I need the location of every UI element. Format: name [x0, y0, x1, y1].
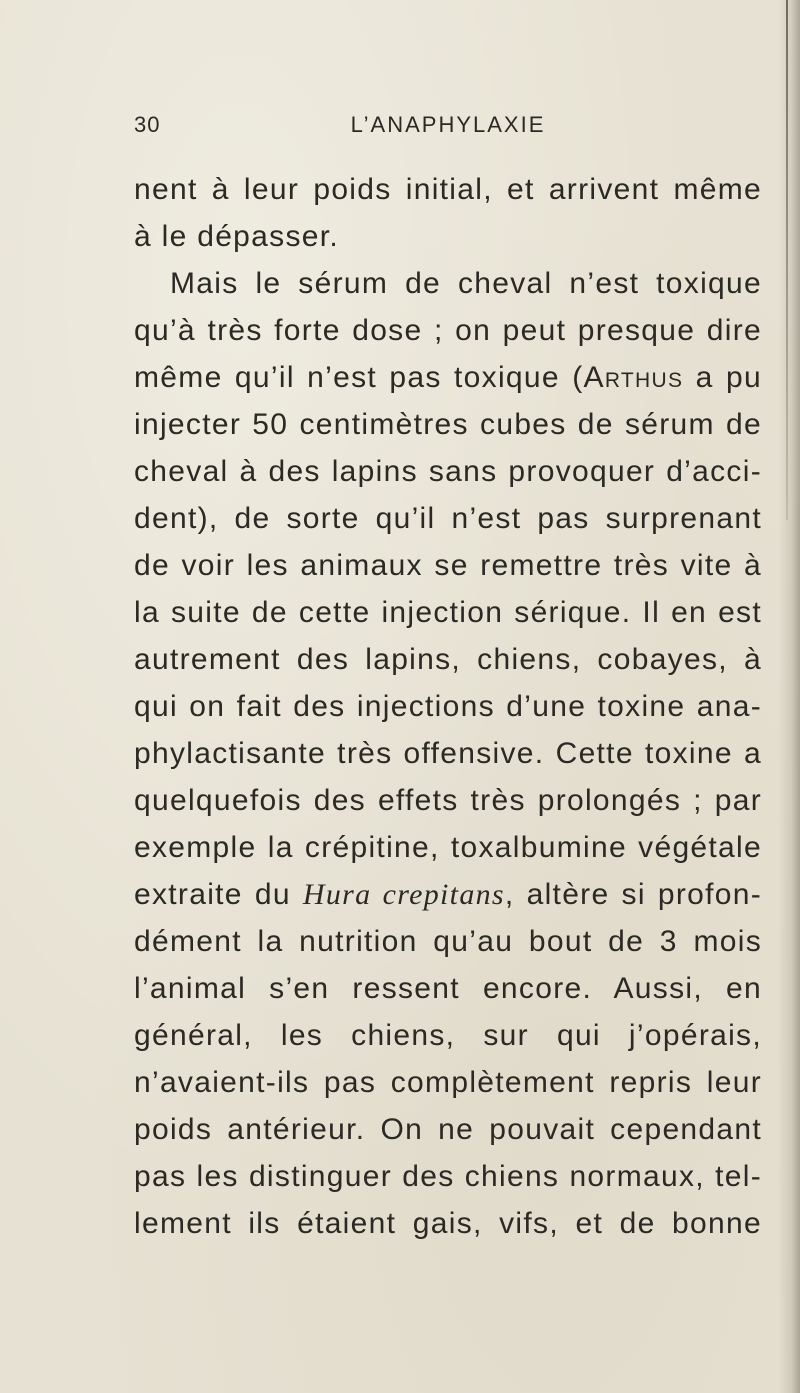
text-line: de voir les animaux se remettre très vite à	[134, 549, 762, 582]
text-segment: a pu	[683, 361, 762, 394]
text-line: qui on fait des injections d’une toxine ana-	[134, 690, 762, 723]
text-line	[134, 354, 762, 401]
text-line	[134, 871, 762, 918]
text-line: phylactisante très offensive. Cette toxine a	[134, 737, 762, 770]
page-edge-shadow	[778, 0, 800, 1393]
page-header	[134, 112, 762, 142]
page-edge-line	[786, 0, 788, 520]
text-line: Mais le sérum de cheval n’est toxique	[170, 267, 762, 300]
text-line: à le dépasser.	[134, 220, 339, 253]
page-number: 30	[134, 112, 161, 137]
species-name: Hura crepitans	[302, 878, 505, 911]
text-line: la suite de cette injection sérique. Il en est	[134, 596, 762, 629]
running-title: L’ANAPHYLAXIE	[350, 112, 546, 137]
text-segment: , altère si profon-	[504, 878, 762, 911]
text-line: autrement des lapins, chiens, cobayes, à	[134, 643, 762, 676]
text-line: nent à leur poids initial, et arrivent même	[134, 173, 762, 206]
body-text	[134, 166, 762, 1247]
text-line: poids antérieur. On ne pouvait cependant	[134, 1113, 762, 1146]
text-line: dent), de sorte qu’il n’est pas surprenant	[134, 502, 762, 535]
text-segment: même qu’il n’est pas toxique (	[134, 361, 584, 394]
text-line: qu’à très forte dose ; on peut presque dire	[134, 314, 762, 347]
text-line: l’animal s’en ressent encore. Aussi, en	[134, 972, 762, 1005]
text-line: lement ils étaient gais, vifs, et de bonne	[134, 1207, 762, 1240]
author-name: Arthus	[583, 361, 684, 394]
text-line: injecter 50 centimètres cubes de sérum de	[134, 408, 762, 441]
text-line: n’avaient-ils pas complètement repris leur	[134, 1066, 762, 1099]
text-segment: extraite du	[134, 878, 303, 911]
text-line: cheval à des lapins sans provoquer d’acci-	[134, 455, 762, 488]
text-line: dément la nutrition qu’au bout de 3 mois	[134, 925, 762, 958]
text-line: exemple la crépitine, toxalbumine végétale	[134, 831, 762, 864]
text-line: général, les chiens, sur qui j’opérais,	[134, 1019, 762, 1052]
text-line: quelquefois des effets très prolongés ; par	[134, 784, 762, 817]
text-line: pas les distinguer des chiens normaux, tel-	[134, 1160, 762, 1193]
